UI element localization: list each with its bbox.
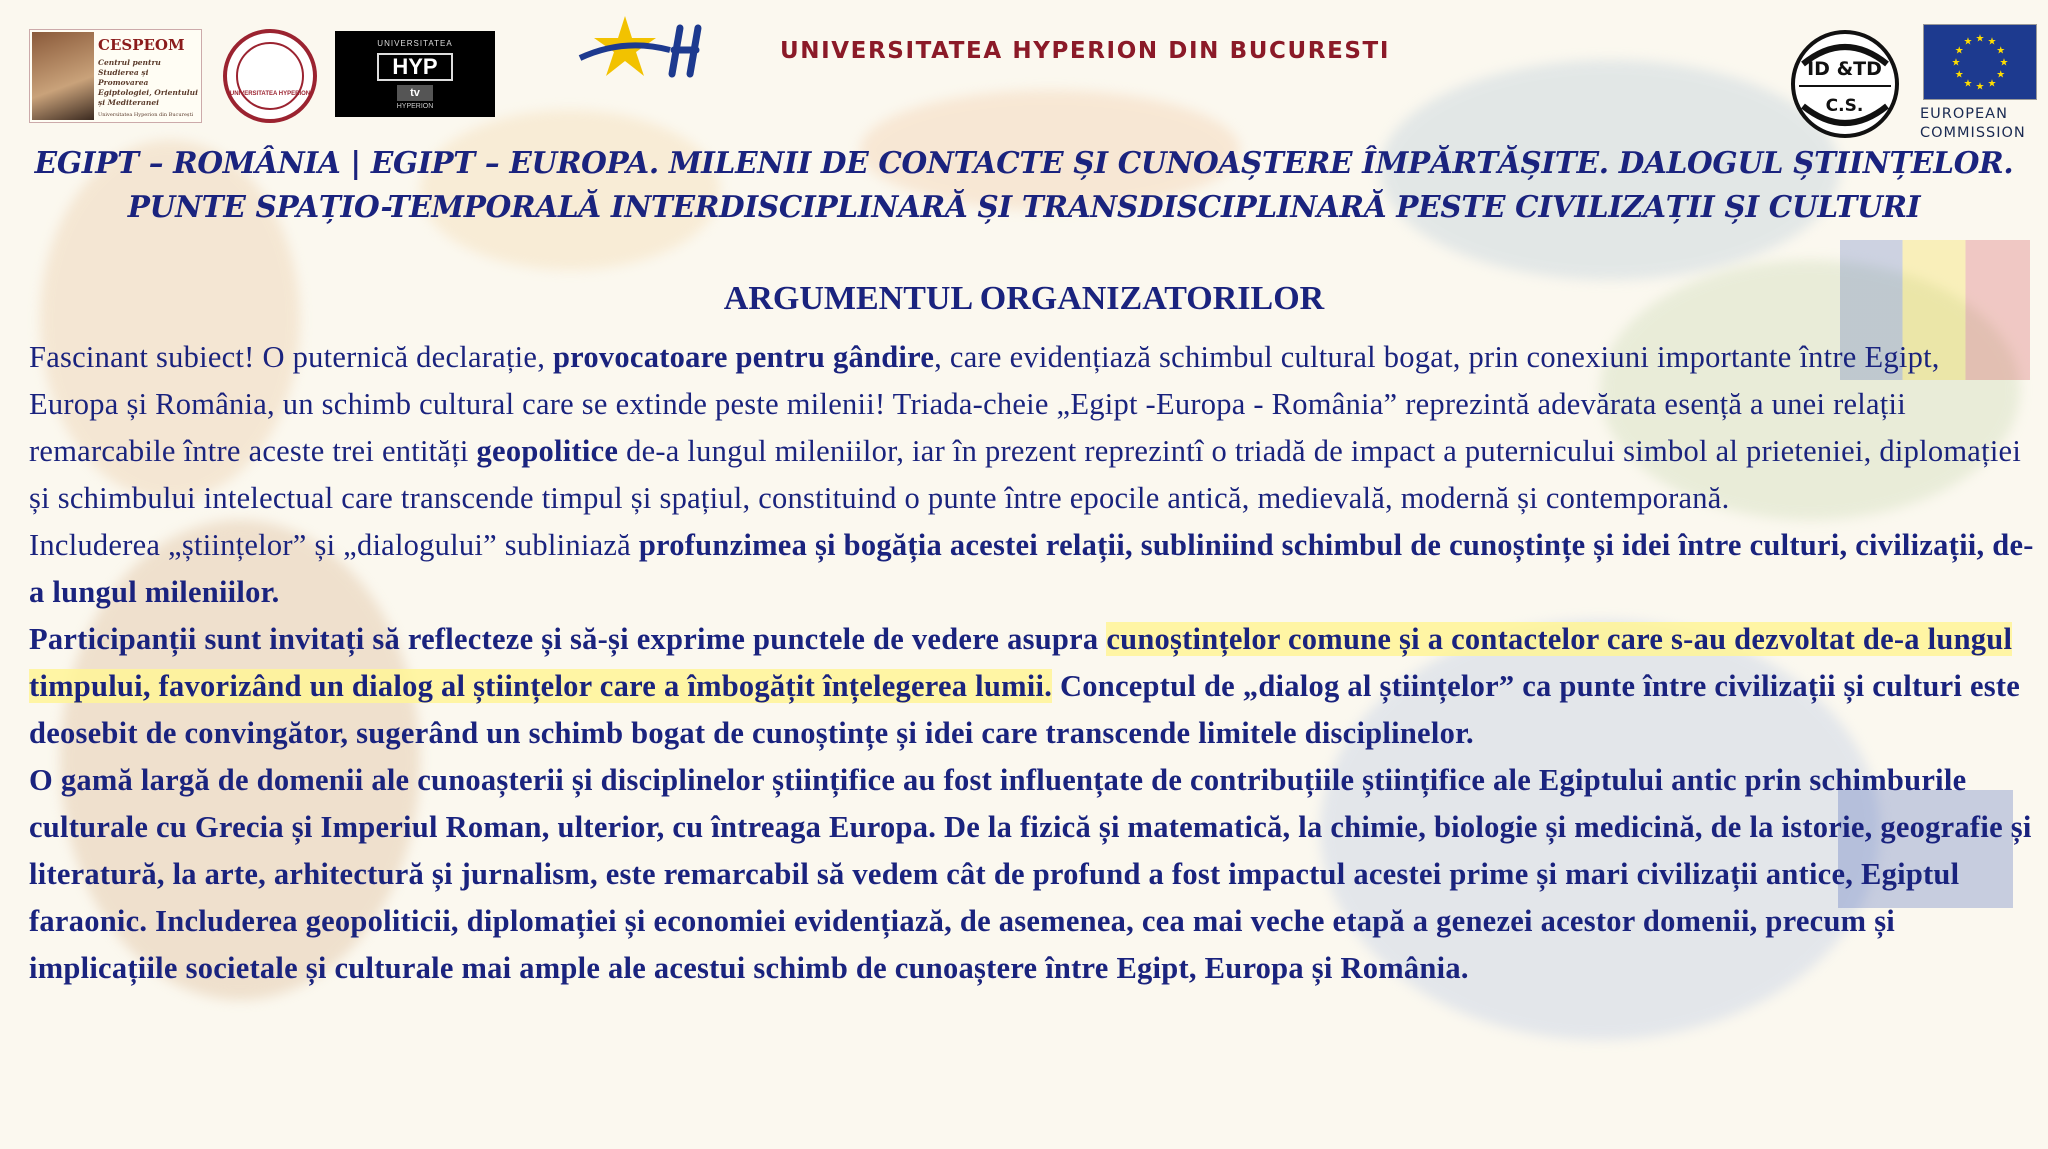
paragraph-3 xyxy=(29,616,2034,757)
idtd-circle-icon xyxy=(1787,24,1902,142)
paragraph-3-text-a: Participanții sunt invitați să reflecteze și să-și exprime punctele de vedere asupra xyxy=(29,622,1107,656)
university-name: UNIVERSITATEA HYPERION DIN BUCURESTI xyxy=(780,38,1391,64)
paragraph-1-bold-phrase: provocatoare pentru gândire xyxy=(552,340,935,374)
paragraph-4: O gamă largă de domenii ale cunoașterii și disciplinelor științifice au fost influențate de contribuțiile științifice ale Egiptului antic prin schimburile culturale cu Grecia și Imperiul Roman, ulterior, cu întreaga Europa. De la fizică și matematică, la chimie, biologie și medicină, de la istorie, geografie și literatură, la arte, arhitectură și jurnalism, este remarcabil să vedem cât de profund a fost impactul acestei prime și mari civilizații antice, Egiptul faraonic. Includerea geopoliticii, diplomației și economiei evidențiază, de asemenea, cea mai veche etapă a genezei acestor domenii, precum și implicațiile societale și culturale mai ample ale acestui schimb de cunoaștere între Egipt, Europa și România. xyxy=(29,763,2032,985)
hyperion-star-logo xyxy=(570,14,740,84)
eu-star-icon: ★ xyxy=(1963,36,1973,48)
seal-outer-ring xyxy=(223,29,317,123)
page-title-line-2: PUNTE SPAȚIO-TEMPORALĂ INTERDISCIPLINARĂ ȘI TRANSDISCIPLINARĂ PESTE CIVILIZAȚII ȘI CULTURI xyxy=(127,189,1921,224)
idtd-logo-line2: C.S. xyxy=(1825,96,1864,116)
european-commission-logo xyxy=(1920,24,2040,149)
eu-star-icon: ★ xyxy=(1987,36,1997,48)
eu-star-icon: ★ xyxy=(1951,57,1961,69)
body-text xyxy=(29,334,2034,992)
eu-logo-line1: EUROPEAN xyxy=(1920,106,2008,122)
eu-star-icon: ★ xyxy=(1996,69,2006,81)
paragraph-3-highlighted-text: cunoștințelor comune și a contactelor care s-au dezvoltat de-a lungul timpului, favorizând un dialog al științelor care a îmbogățit înțelegerea lumii. xyxy=(29,622,2013,703)
eu-star-icon: ★ xyxy=(1954,69,1964,81)
idtd-cs-logo xyxy=(1787,24,1902,142)
tv-logo-main-text: HYP xyxy=(377,53,453,81)
cespeom-logo-title: CESPEOM xyxy=(98,36,185,54)
paragraph-1-text-e: de-a lungul mileniilor, iar în prezent reprezintî o triadă de impact a puternicului simbol al prieteniei, diplomației și schimbului intelectual care transcende timpul și spațiul, constituind o punte între epocile antică, medievală, modernă și contemporană. xyxy=(29,434,2022,515)
paragraph-2-bold-text: profunzimea și bogăția acestei relații, subliniind schimbul de cunoștințe și idei între culturi, civilizații, de-a lungul mileniilor. xyxy=(29,528,2034,609)
paragraph-1 xyxy=(29,334,2034,522)
cespeom-logo-subtitle: Centrul pentru Studierea și Promovarea Egiptologiei, Orientului și Mediteranei xyxy=(98,58,198,107)
tv-logo-tv-text: tv xyxy=(397,85,433,101)
eu-star-icon: ★ xyxy=(1999,57,2009,69)
seal-inner-ring xyxy=(236,42,304,110)
cespeom-thumbnail-image xyxy=(32,32,94,120)
star-h-icon xyxy=(570,14,740,84)
paragraph-1-text-a: Fascinant subiect! O puternică declarație, xyxy=(29,340,553,374)
eu-star-icon: ★ xyxy=(1975,81,1985,93)
tv-logo-bottom-text: HYPERION xyxy=(396,103,434,110)
eu-star-icon: ★ xyxy=(1954,45,1964,57)
idtd-logo-line1: ID &TD xyxy=(1807,58,1882,80)
paragraph-3-text-c: Conceptul de „dialog al științelor” ca punte între civilizații și culturi este deosebit de convingător, sugerând un schimb bogat de cunoștințe și idei care transcende limitele disciplinelor. xyxy=(29,669,2021,750)
eu-star-icon: ★ xyxy=(1975,33,1985,45)
tv-logo-top-text: UNIVERSITATEA xyxy=(377,39,453,48)
paragraph-1-bold-geopolitice: geopolitice xyxy=(476,434,619,468)
seal-text: UNIVERSITATEA HYPERION xyxy=(229,91,311,97)
paragraph-2 xyxy=(29,522,2034,616)
eu-logo-line2: COMMISSION xyxy=(1920,125,2026,141)
section-heading: ARGUMENTUL ORGANIZATORILOR xyxy=(723,280,1325,317)
paragraph-1-text-c: , care evidențiază schimbul cultural bogat, prin conexiuni importante între Egipt, Europa și România, un schimb cultural care se extinde peste milenii! Triada-cheie „Egipt -Europa - România” reprezintă adevărata esență a unei relații remarcabile între aceste trei entități xyxy=(29,340,1940,468)
page-title-line-1: EGIPT – ROMÂNIA | EGIPT – EUROPA. MILENII DE CONTACTE ȘI CUNOAȘTERE ÎMPĂRTĂȘITE. DALOGUL ȘTIINȚELOR. xyxy=(34,145,2014,180)
eu-star-icon: ★ xyxy=(1987,78,1997,90)
cespeom-logo-footer: Universitatea Hyperion din București xyxy=(98,112,194,118)
eu-star-icon: ★ xyxy=(1963,78,1973,90)
hyperion-tv-logo xyxy=(335,31,495,117)
eu-flag-icon xyxy=(1923,24,2037,100)
university-seal-logo xyxy=(212,29,331,123)
cespeom-logo xyxy=(29,29,202,123)
paragraph-2-text-a: Includerea „științelor” și „dialogului” subliniază xyxy=(29,528,639,562)
eu-star-icon: ★ xyxy=(1996,45,2006,57)
